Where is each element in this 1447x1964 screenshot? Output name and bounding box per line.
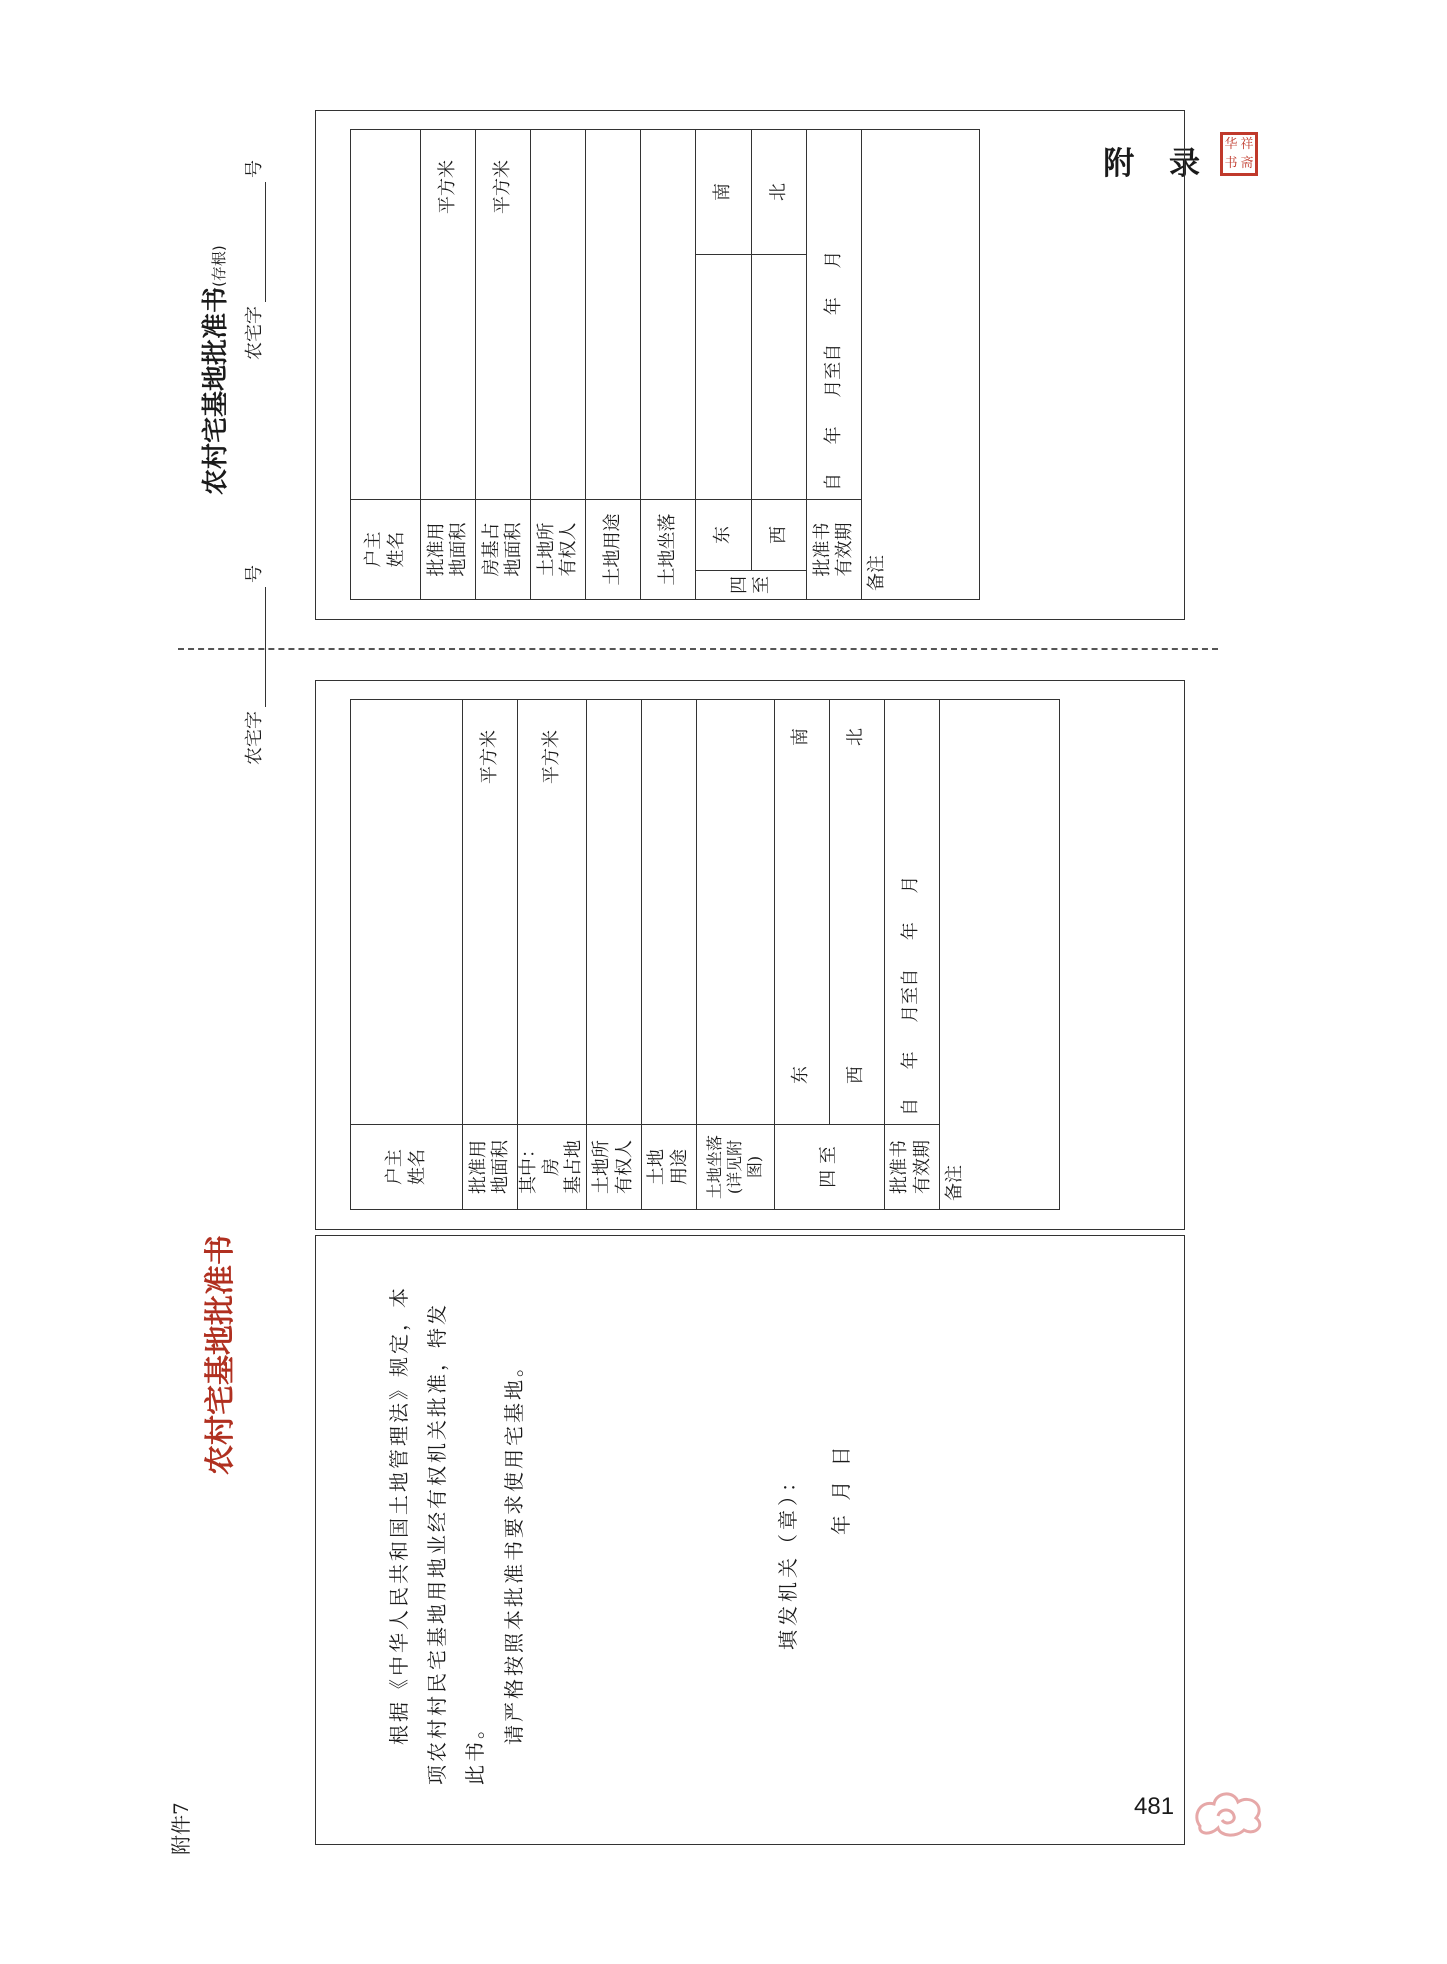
table-row [641,700,696,1210]
row-label: 户主 姓名 [351,1125,463,1210]
row-value [586,130,641,500]
remarks-cell [939,700,1059,1210]
remarks-label: 备注 [866,555,887,591]
boundary-label: 四 至 [774,1125,884,1210]
boundary-east: 东 [696,500,752,570]
number-suffix: 号 [244,565,265,583]
rotated-form-sheet [140,0,1250,1895]
number-prefix: 农宅字 [244,711,265,765]
boundary-south: 南 [790,728,812,746]
boundary-label: 四至 [696,570,806,599]
boundary-north: 北 [751,130,807,255]
boundary-east: 东 [790,1066,812,1084]
table-row [421,130,476,600]
row-value [531,130,586,500]
table-row [696,700,774,1210]
row-label: 其中：房 基占地 [518,1125,587,1210]
number-blank [265,182,266,302]
table-row [351,700,463,1210]
row-label: 户主 姓名 [351,500,421,600]
stub-number [240,160,266,360]
seal-char: 华 [1224,137,1238,152]
table-row [586,130,641,600]
row-unit: 平方米 [518,700,587,1125]
row-unit: 平方米 [463,700,518,1125]
table-row [518,700,587,1210]
row-label: 土地 用途 [641,1125,696,1210]
row-label: 土地所 有权人 [531,500,586,600]
table-row [463,700,518,1210]
period-label: 批准书 有效期 [884,1125,939,1210]
row-value [641,700,696,1125]
cut-line [178,648,1218,650]
issue-date: 年 月 日 [829,1442,853,1535]
table-row [351,130,421,600]
boundary-cell [696,500,807,600]
boundary-west: 西 [845,1066,867,1084]
boundary-west-value [751,255,807,500]
row-label: 土地坐落 [641,500,696,600]
row-value [586,700,641,1125]
boundary-west-north [829,700,884,1125]
period-value: 自 年 月至自 年 月 [884,700,939,1125]
row-unit: 平方米 [421,130,476,500]
boundary-east-value [696,255,752,500]
period-value: 自 年 月至自 年 月 [807,130,862,500]
row-label: 土地用途 [586,500,641,600]
row-value [696,700,774,1125]
stub-title-note: (存根) [210,245,228,287]
row-label: 土地所 有权人 [586,1125,641,1210]
row-label: 批准用 地面积 [421,500,476,600]
number-prefix: 农宅字 [244,306,265,360]
page-number: 481 [1134,1793,1175,1820]
row-label: 房基占 地面积 [476,500,531,600]
seal-char: 祥 [1240,137,1254,152]
boundary-east-south [774,700,829,1125]
number-blank [265,587,266,707]
certificate-title: 农村宅基地批准书 [203,1235,238,1475]
boundary-north: 北 [845,728,867,746]
table-row [476,130,531,600]
table-row [586,700,641,1210]
stub-table [350,129,980,600]
letter-paragraph-1: 根据《中华人民共和国土地管理法》规定，本项农村村民宅基地用地业经有权机关批准，特发此书。 [387,1285,487,1785]
boundary-south: 南 [696,130,752,255]
boundary-row [696,130,752,600]
attachment-label: 附件7 [169,1802,193,1855]
table-row [862,130,980,600]
boundary-row [774,700,829,1210]
seal-char: 斋 [1240,156,1254,171]
seal-char: 书 [1224,156,1238,171]
remarks-cell [862,130,980,600]
letter-paragraph-2: 请严格按照本批准书要求使用宅基地。 [502,1354,526,1745]
stub-title [195,245,232,495]
row-label: 土地坐落 (详见附 图) [696,1125,774,1210]
row-value [351,130,421,500]
period-label: 批准书 有效期 [807,500,862,600]
row-unit: 平方米 [476,130,531,500]
number-suffix: 号 [244,160,265,178]
stub-title-text: 农村宅基地批准书 [201,286,231,495]
certificate-number [240,565,266,765]
table-row [939,700,1059,1210]
issuer-label: 填发机关（章）： [776,1468,800,1650]
row-value [351,700,463,1125]
boundary-west: 西 [767,526,789,544]
section-title: 附 录 [1103,146,1212,182]
table-row [641,130,696,600]
certificate-table [350,699,1060,1210]
table-row [807,130,862,600]
remarks-label: 备注 [943,1165,965,1201]
row-value [641,130,696,500]
table-row [531,130,586,600]
table-row [884,700,939,1210]
row-label: 批准用 地面积 [463,1125,518,1210]
